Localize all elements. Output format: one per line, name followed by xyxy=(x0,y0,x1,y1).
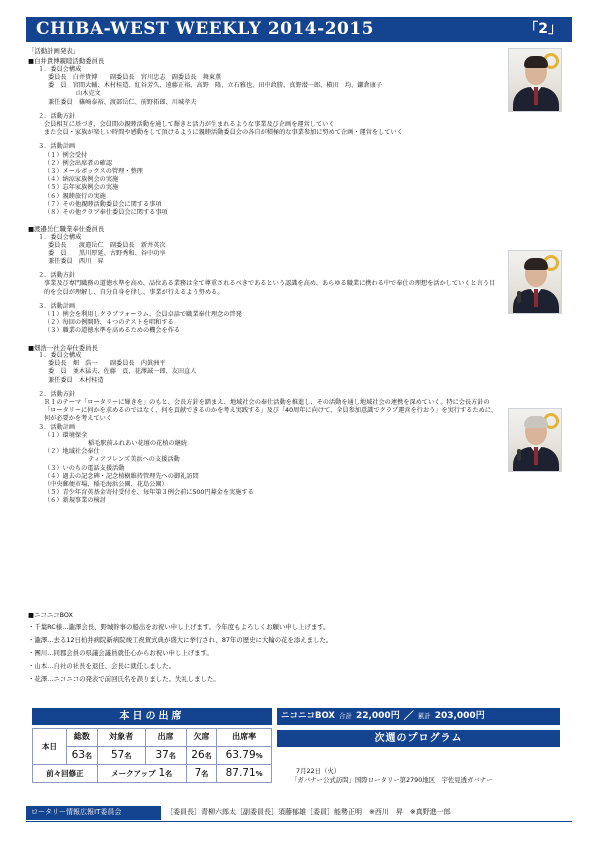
plan-item: ティアフレンズ美浜への支援活動 xyxy=(88,456,180,464)
prev-correction-label: 前々回修正 xyxy=(33,765,98,783)
plan-item: （１）例会を利用しクラブフォーラム、会員卓話で職業奉仕理念の啓発 xyxy=(44,311,242,319)
today-label: 本日 xyxy=(33,729,67,765)
plan-item: （１）環境保全 xyxy=(44,431,88,439)
next-program-title: 次週のプログラム xyxy=(277,730,560,747)
plan-item: （中央郵便市場、稲毛海浜公園、花島公園） xyxy=(44,480,168,488)
section-fellowship xyxy=(28,57,498,217)
col-target-header: 対象者 xyxy=(97,729,145,747)
plan-item: （３）いのちの電話支援活動 xyxy=(44,464,125,472)
plan-item: （４）納涼家族例会の実施 xyxy=(44,176,119,184)
plan-item: （５）青少年育英基金寄付受付を、毎年第３例会前に500円募金を実施する xyxy=(44,489,254,497)
section-item: 委員長 渡邉岳仁 副委員長 新井英次 xyxy=(48,241,166,249)
niko-sum-value: 22,000円 xyxy=(355,710,400,721)
prev-absent-value: 7 xyxy=(194,766,202,779)
portrait-photo-shirai xyxy=(508,48,562,112)
section-item: 委 員 並木猛夫、佐藤 貢、花澤誠一郎、友田直人 xyxy=(48,368,197,376)
rate-value: 63.79 xyxy=(225,748,256,761)
niko-cum-label: 累計 xyxy=(417,712,431,721)
plan-item: （４）過去の記念碑・記念植樹維持管理先への御礼訪問 xyxy=(44,472,199,480)
section-item: ２．活動方針 xyxy=(38,390,76,398)
niko-item: ・ 團川…同郡会員の県議会議員就任心からお祝い申し上げます。 xyxy=(28,649,498,657)
section-item: 委 員 黒川厚延、古野秀和、谷中功享 xyxy=(48,249,166,257)
section-item: 委 員 宮間大輔、木村桂造、紅谷芳久、遠藤正裕、高野 隆、立石雅也、田中政勝、真野潜一郎、槇田 均、鎌倉康子 xyxy=(48,82,383,90)
plan-item: （２）例会出席者の確認 xyxy=(44,159,113,167)
total-value: 63 xyxy=(71,748,86,761)
section-item: １．委員会構成 xyxy=(38,352,82,360)
section-item: 兼任委員 木村桂造 xyxy=(48,376,104,384)
newsletter-title: CHIBA-WEST WEEKLY 2014-2015 xyxy=(36,19,375,40)
footer-divider xyxy=(26,821,572,822)
niko-item: ・ 瀧澤…去る12日柏井病院新病院竣工祝賀式典が盛大に挙行され、87年の歴史に大輪の花を添えました。 xyxy=(28,636,498,644)
portrait-photo-hata xyxy=(508,408,562,472)
section-item: 委員長 畑 浩一 副委員長 内眞洲平 xyxy=(48,360,166,368)
niko-heading: ■ ニコニコBOX xyxy=(28,611,498,619)
next-program-date: 7月22日（火） xyxy=(296,767,341,775)
section-heading: ■ 渡邉岳仁職業奉仕委員長 xyxy=(28,225,498,233)
col-rate-header: 出席率 xyxy=(217,729,272,747)
section-item: 兼任委員 篠崎泰裕、渡部岳仁、前野拓郎、川城孝夫 xyxy=(48,98,197,106)
plan-item: （８）その他クラブ奉仕委員会に関する事項 xyxy=(44,208,168,216)
attendance-today-row: 63名 57名 37名 26名 63.79% xyxy=(33,747,272,765)
policy-text: 会員相互に基づき、会員間の親睦活動を通して輝きと活力が生まれるような事業及び企画を運営していく xyxy=(44,121,335,129)
attendance-table xyxy=(32,728,272,783)
section-community xyxy=(28,344,498,506)
plan-item: （３）メールボックスの管理・整理 xyxy=(44,167,143,175)
section-item: １．委員会構成 xyxy=(38,233,82,241)
niko-total-bar xyxy=(277,708,560,725)
section-item: ３．活動計画 xyxy=(38,302,76,310)
niko-niko-box-section xyxy=(28,611,498,688)
makeup-value: 1 xyxy=(158,766,166,779)
niko-cum-value: 203,000円 xyxy=(434,710,485,721)
niko-box-label: ニコニコBOX xyxy=(281,710,335,721)
plan-item: （６）新規事業の検討 xyxy=(44,497,106,505)
present-value: 37 xyxy=(155,748,169,761)
issue-number: 「2」 xyxy=(524,21,562,38)
section-item: 山木克文 xyxy=(76,90,101,98)
plan-item: （２）地域社会奉仕 xyxy=(44,448,100,456)
plan-item: 稲毛駅前ふれあい花壇の花植の継続 xyxy=(88,439,187,447)
plan-item: （６）親睦旅行の実施 xyxy=(44,192,106,200)
section-heading: ■ 畑浩一社会奉仕委員長 xyxy=(28,344,498,352)
section-vocational xyxy=(28,225,498,336)
absent-value: 26 xyxy=(191,748,205,761)
col-present-header: 出席 xyxy=(145,729,186,747)
plan-item: （２）毎回の例開時、４つのテストを唱和する xyxy=(44,319,174,327)
col-total-header: 総数 xyxy=(67,729,98,747)
section-item: ２．活動方針 xyxy=(38,112,76,120)
attendance-prev-row: 前々回修正 メークアップ 1名 7名 87.71% xyxy=(33,765,272,783)
section-item: ３．活動計画 xyxy=(38,143,76,151)
plan-item: （１）例会受付 xyxy=(44,151,88,159)
next-program-detail: 「ガバナー公式訪問」国際ロータリー第2790地区 宇佐見透ガバナー xyxy=(291,776,493,784)
niko-item: ・ 花澤…ニコニコの発表で前回氏名を誤りました。失礼しました。 xyxy=(28,675,498,683)
prev-rate-value: 87.71 xyxy=(225,766,256,779)
policy-text: また会員・家族が楽しい時間や感動をして頂けるように親睦活動委員会の各自が積極的な事業参加に努めて企画・運営をしていく xyxy=(44,129,403,137)
plan-item: （５）忘年家族例会の実施 xyxy=(44,184,119,192)
newsletter-header xyxy=(26,17,572,42)
section-heading: ■ 白井貴博親睦活動委員長 xyxy=(28,57,498,65)
niko-sum-label: 合計 xyxy=(338,712,352,721)
main-content xyxy=(28,47,498,505)
section-item: 委員長 白井貴博 副委員長 宮川忠志 副委員長 舞東薫 xyxy=(48,74,222,82)
makeup-label: メークアップ xyxy=(111,768,156,778)
plan-item: （３）職業の道徳水準を高めるための機会を作る xyxy=(44,327,181,335)
portrait-photo-watanabe xyxy=(508,250,562,314)
footer-committee-label: ロータリー情報広報IT委員会 xyxy=(26,806,161,820)
niko-slash: ／ xyxy=(403,710,414,722)
section-item: ３．活動計画 xyxy=(38,423,76,431)
policy-text: 事業及び専門職務の道徳水準を高め、品位ある業務は全て尊重されるべきであるという認識を高め、あらゆる職業に携わる中で奉仕の理想を活かしていくと言う目的を会員が理解し、自分自身を律し、事業が行えるよう努める。 xyxy=(44,280,496,296)
niko-item: ・ 千葉RC様…瀧澤会長、野城幹事の船出をお祝い申し上げます。今年度もよろしくお願い申し上げます。 xyxy=(28,623,498,631)
plan-item: （７）その他親睦活動委員会に関する事項 xyxy=(44,200,162,208)
section-item: ２．活動方針 xyxy=(38,272,76,280)
section-item: １．委員会構成 xyxy=(38,65,82,73)
target-value: 57 xyxy=(110,748,125,761)
niko-item: ・ 山本…自社の社長を退任、会長に就任しました。 xyxy=(28,662,498,670)
policy-text: ＲＩのテーマ「ロータリーに輝きを」のもと、会長方針を踏まえ、地域社会の奉仕活動を推進し、その活動を通し地域社会の連携を深めていく。特に会長方針の「ロータリーに何かを求めるのではなく、何を貢献できるのかを考え実践する」及び「40周年に向けて、全員参加意識でクラブ運営を行おう」を実行するために、何が必要かを考えていく xyxy=(44,399,498,423)
footer-committee-members: ［委員長］青柳六郎太［副委員長］須藤郁雄［委員］能勢正明 ※西川 昇 ※真野進一郎 xyxy=(166,808,451,816)
attendance-header-row xyxy=(33,729,272,747)
attendance-title: 本日の出席 xyxy=(32,708,272,725)
col-absent-header: 欠席 xyxy=(186,729,217,747)
intro-heading: 「活動計画発表」 xyxy=(28,47,80,55)
section-item: 兼任委員 西川 昇 xyxy=(48,258,104,266)
